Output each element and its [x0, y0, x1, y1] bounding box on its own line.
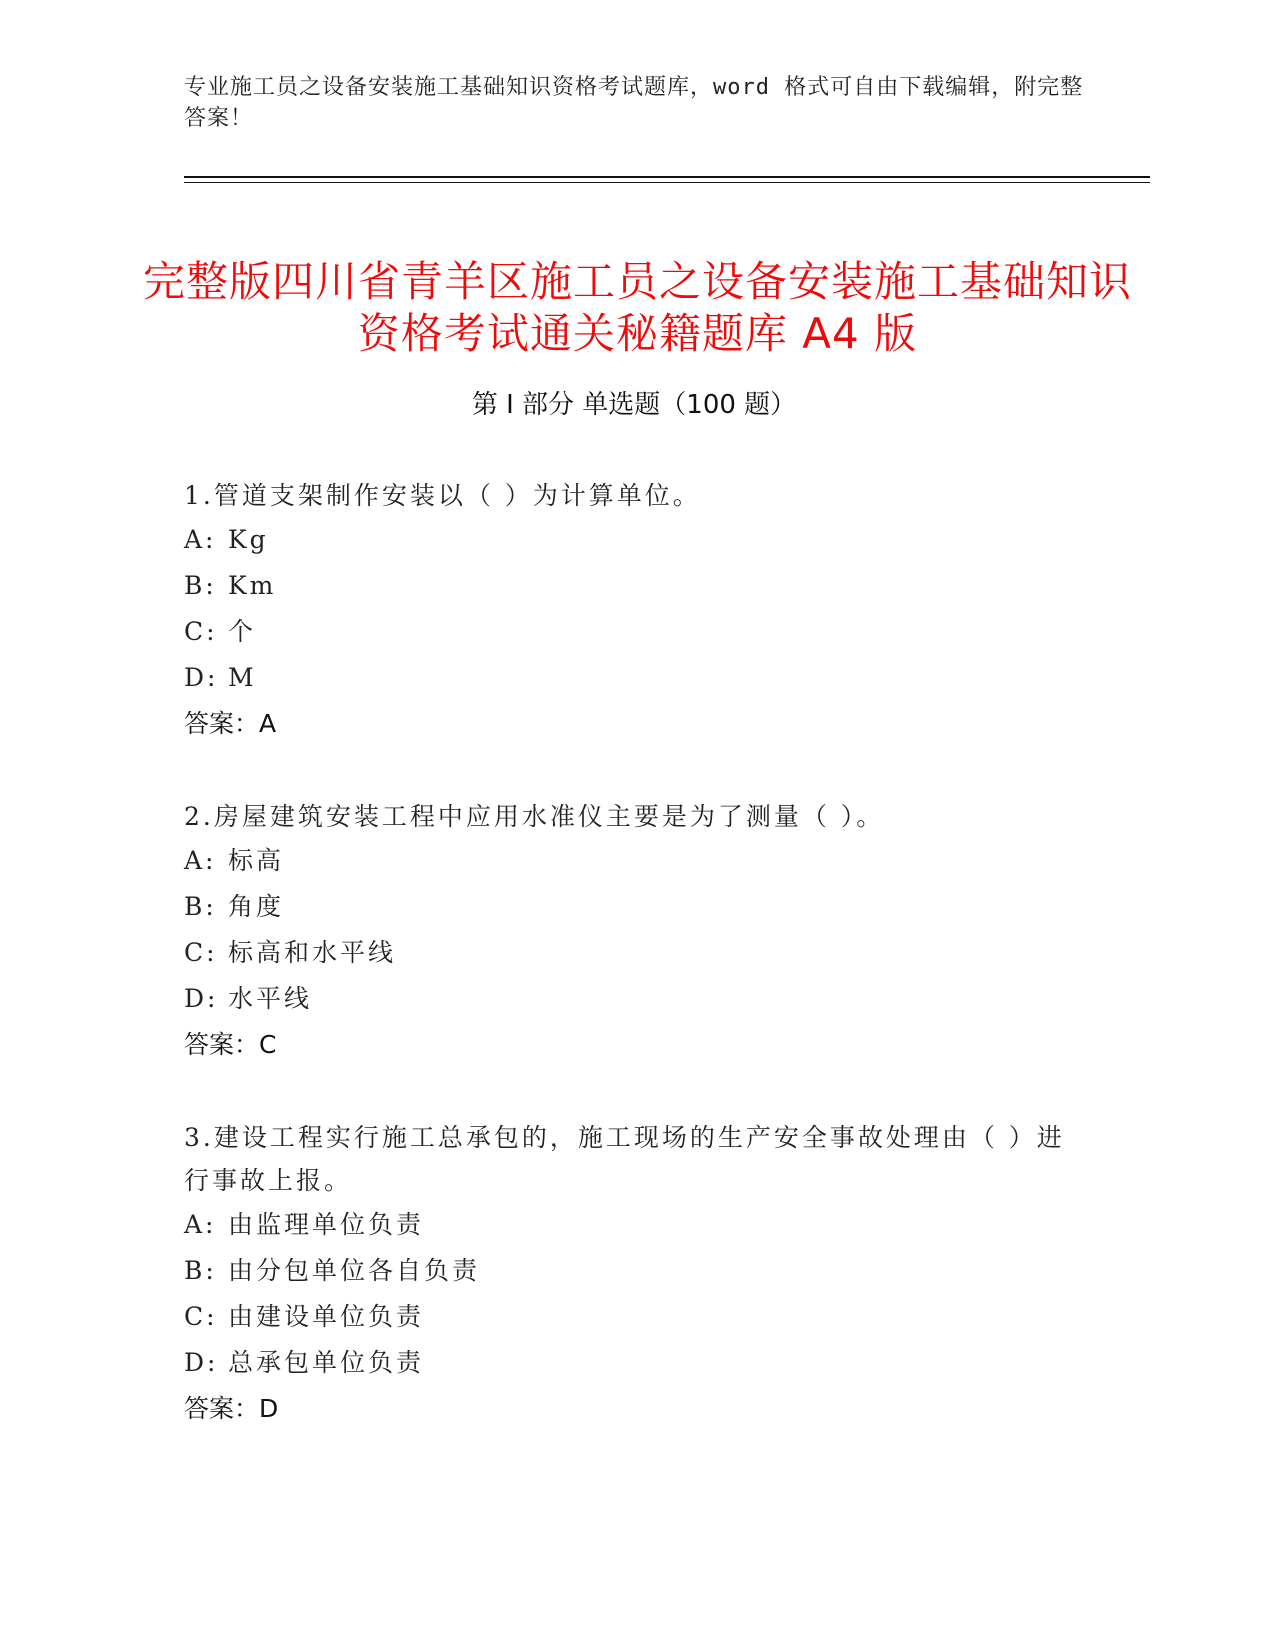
header-divider-thin [184, 182, 1150, 183]
answer-line: 答案：C [184, 1030, 277, 1059]
option-d [184, 976, 1084, 1022]
option-a [184, 517, 1084, 563]
document-title: 完整版四川省青羊区施工员之设备安装施工基础知识资格考试通关秘籍题库 A4 版 [142, 257, 1132, 359]
question-stem: 2.房屋建筑安装工程中应用水准仪主要是为了测量（ ）。 [184, 802, 885, 831]
question-stem: 3.建设工程实行施工总承包的，施工现场的生产安全事故处理由（ ）进行事故上报。 [184, 1123, 1065, 1195]
answer-line: 答案：D [184, 1394, 279, 1423]
option-text: Km [228, 571, 277, 600]
option-key: C: [184, 938, 218, 967]
option-a [184, 1202, 1084, 1248]
option-d [184, 1340, 1084, 1386]
option-text: 个 [228, 617, 257, 646]
option-key: B: [184, 892, 217, 921]
option-key: C: [184, 617, 218, 646]
option-key: D: [184, 1348, 219, 1377]
question-2 [184, 795, 1084, 1068]
option-key: B: [184, 1256, 217, 1285]
option-key: A: [184, 525, 217, 554]
option-text: 角度 [228, 892, 285, 921]
option-text: 标高和水平线 [228, 938, 397, 967]
option-text: M [228, 663, 257, 692]
option-a [184, 838, 1084, 884]
answer-line: 答案：A [184, 709, 277, 738]
question-3 [184, 1116, 1084, 1432]
option-b [184, 563, 1084, 609]
option-text: 由监理单位负责 [228, 1210, 425, 1239]
option-key: D: [184, 663, 219, 692]
option-key: A: [184, 846, 217, 875]
question-list [184, 474, 1084, 1480]
header-note: 专业施工员之设备安装施工基础知识资格考试题库，word 格式可自由下载编辑，附完整答案！ [184, 75, 1084, 131]
option-text: 由建设单位负责 [228, 1302, 425, 1331]
option-key: A: [184, 1210, 217, 1239]
option-c [184, 930, 1084, 976]
option-text: 水平线 [228, 984, 313, 1013]
option-key: B: [184, 571, 217, 600]
option-text: 由分包单位各自负责 [228, 1256, 481, 1285]
option-text: Kg [228, 525, 269, 554]
section-title: 第 I 部分 单选题（100 题） [471, 390, 797, 420]
option-d [184, 655, 1084, 701]
question-1 [184, 474, 1084, 747]
option-text: 总承包单位负责 [228, 1348, 425, 1377]
option-key: D: [184, 984, 219, 1013]
option-c [184, 1294, 1084, 1340]
option-key: C: [184, 1302, 218, 1331]
option-c [184, 609, 1084, 655]
option-b [184, 1248, 1084, 1294]
option-b [184, 884, 1084, 930]
option-text: 标高 [228, 846, 285, 875]
header-divider-thick [184, 176, 1150, 178]
question-stem: 1.管道支架制作安装以（ ）为计算单位。 [184, 481, 701, 510]
